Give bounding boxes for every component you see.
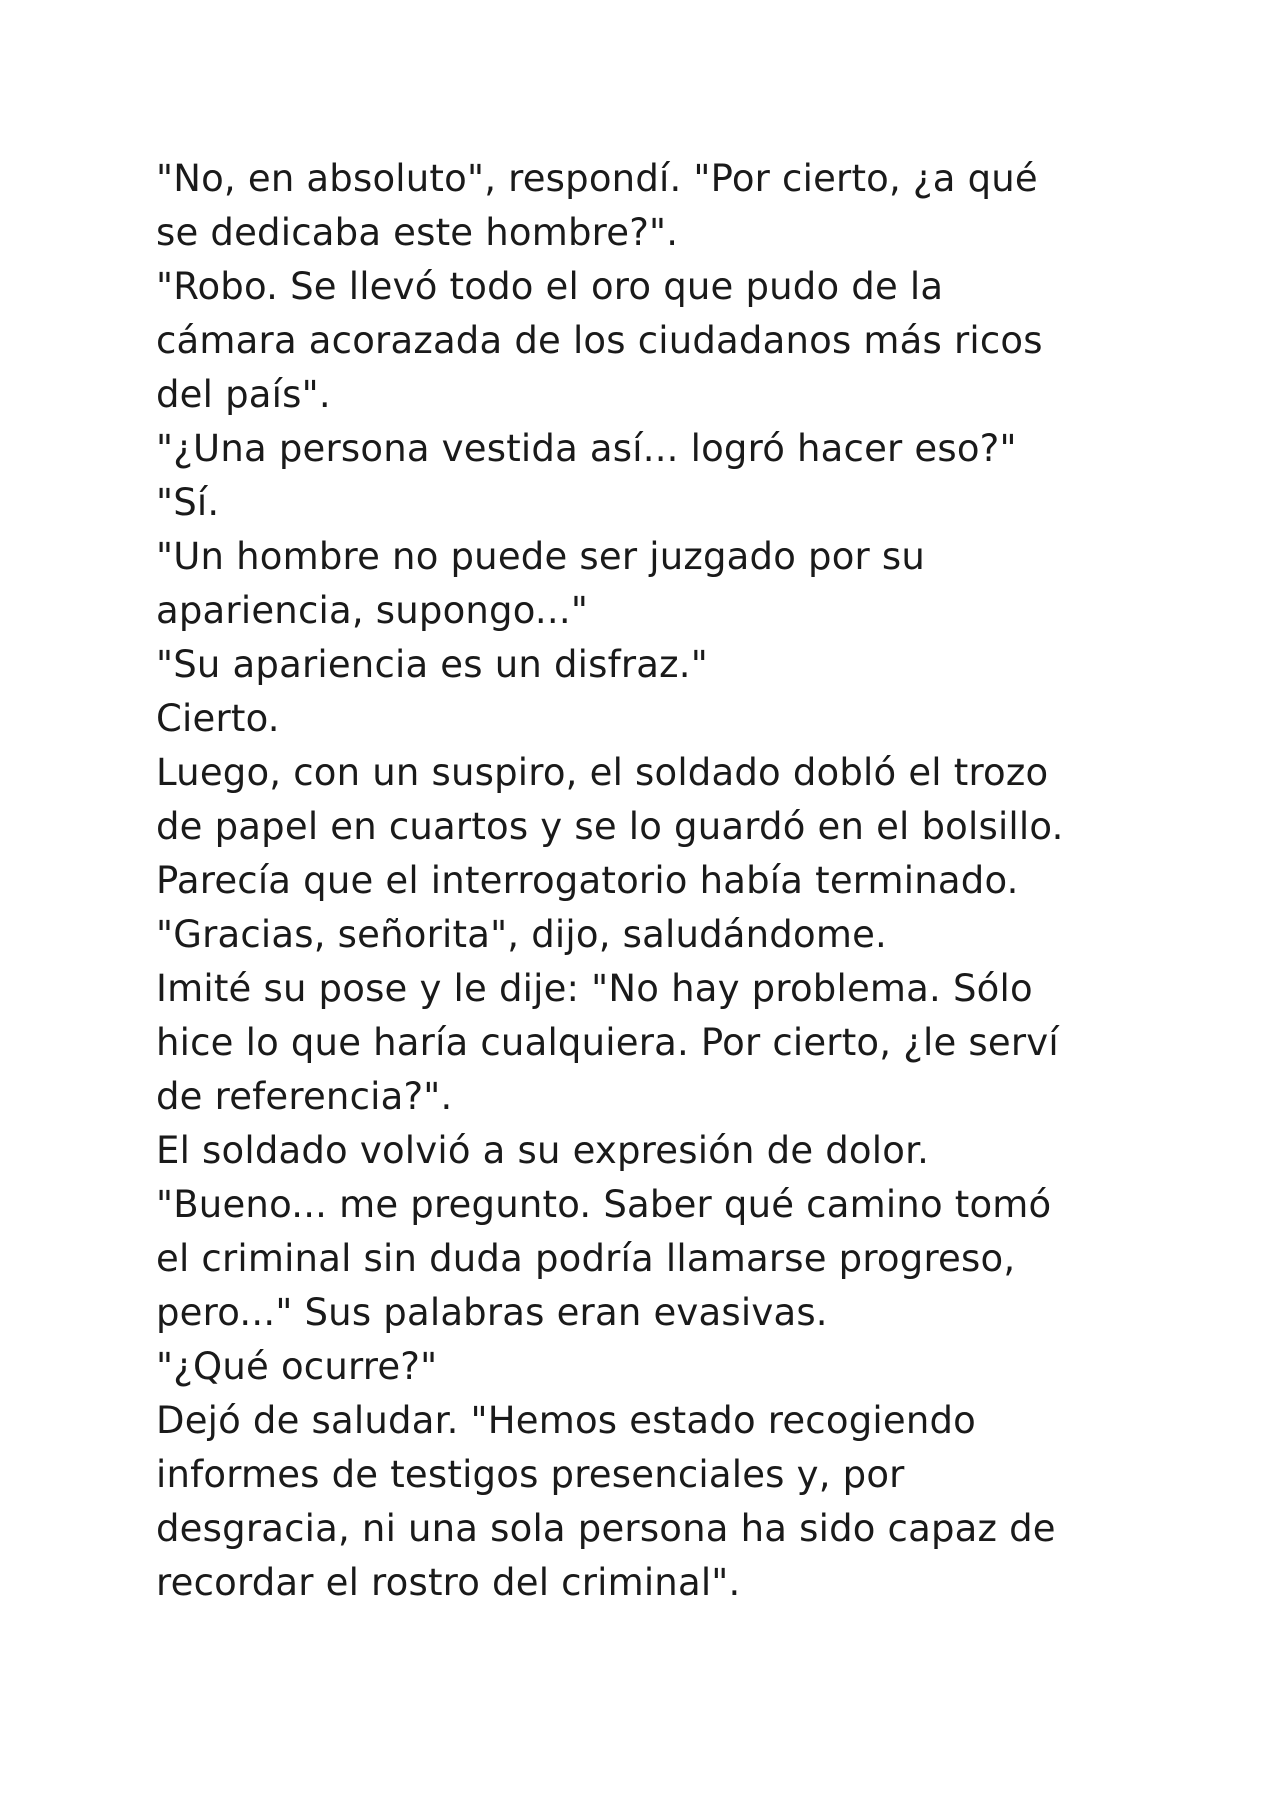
text-line: pero..." Sus palabras eran evasivas.	[156, 1291, 828, 1334]
text-line: de referencia?".	[156, 1075, 453, 1118]
text-line: el criminal sin duda podría llamarse progreso,	[156, 1237, 1016, 1280]
text-line: "¿Qué ocurre?"	[156, 1345, 438, 1388]
text-line: El soldado volvió a su expresión de dolor.	[156, 1129, 930, 1172]
text-line: "Robo. Se llevó todo el oro que pudo de la	[156, 265, 944, 308]
text-line: apariencia, supongo..."	[156, 589, 589, 632]
text-line: "¿Una persona vestida así... logró hacer eso?"	[156, 427, 1017, 470]
text-line: Imité su pose y le dije: "No hay problema. Sólo	[156, 967, 1033, 1010]
text-line: "Su apariencia es un disfraz."	[156, 643, 708, 686]
text-line: recordar el rostro del criminal".	[156, 1561, 741, 1604]
text-line: "Un hombre no puede ser juzgado por su	[156, 535, 926, 578]
text-line: desgracia, ni una sola persona ha sido capaz de	[156, 1507, 1056, 1550]
text-line: hice lo que haría cualquiera. Por cierto, ¿le serví	[156, 1021, 1059, 1064]
text-line: de papel en cuartos y se lo guardó en el bolsillo.	[156, 805, 1064, 848]
text-line: del país".	[156, 373, 331, 416]
text-line: "Gracias, señorita", dijo, saludándome.	[156, 913, 887, 956]
text-line: Luego, con un suspiro, el soldado dobló el trozo	[156, 751, 1049, 794]
text-line: "Sí.	[156, 481, 220, 524]
body-text	[156, 152, 1156, 1610]
text-line: se dedicaba este hombre?".	[156, 211, 679, 254]
text-line: informes de testigos presenciales y, por	[156, 1453, 905, 1496]
text-line: cámara acorazada de los ciudadanos más ricos	[156, 319, 1043, 362]
text-line: Parecía que el interrogatorio había terminado.	[156, 859, 1019, 902]
text-line: "No, en absoluto", respondí. "Por cierto, ¿a qué	[156, 157, 1038, 200]
text-line: Dejó de saludar. "Hemos estado recogiendo	[156, 1399, 976, 1442]
text-line: Cierto.	[156, 697, 280, 740]
text-line: "Bueno... me pregunto. Saber qué camino tomó	[156, 1183, 1052, 1226]
